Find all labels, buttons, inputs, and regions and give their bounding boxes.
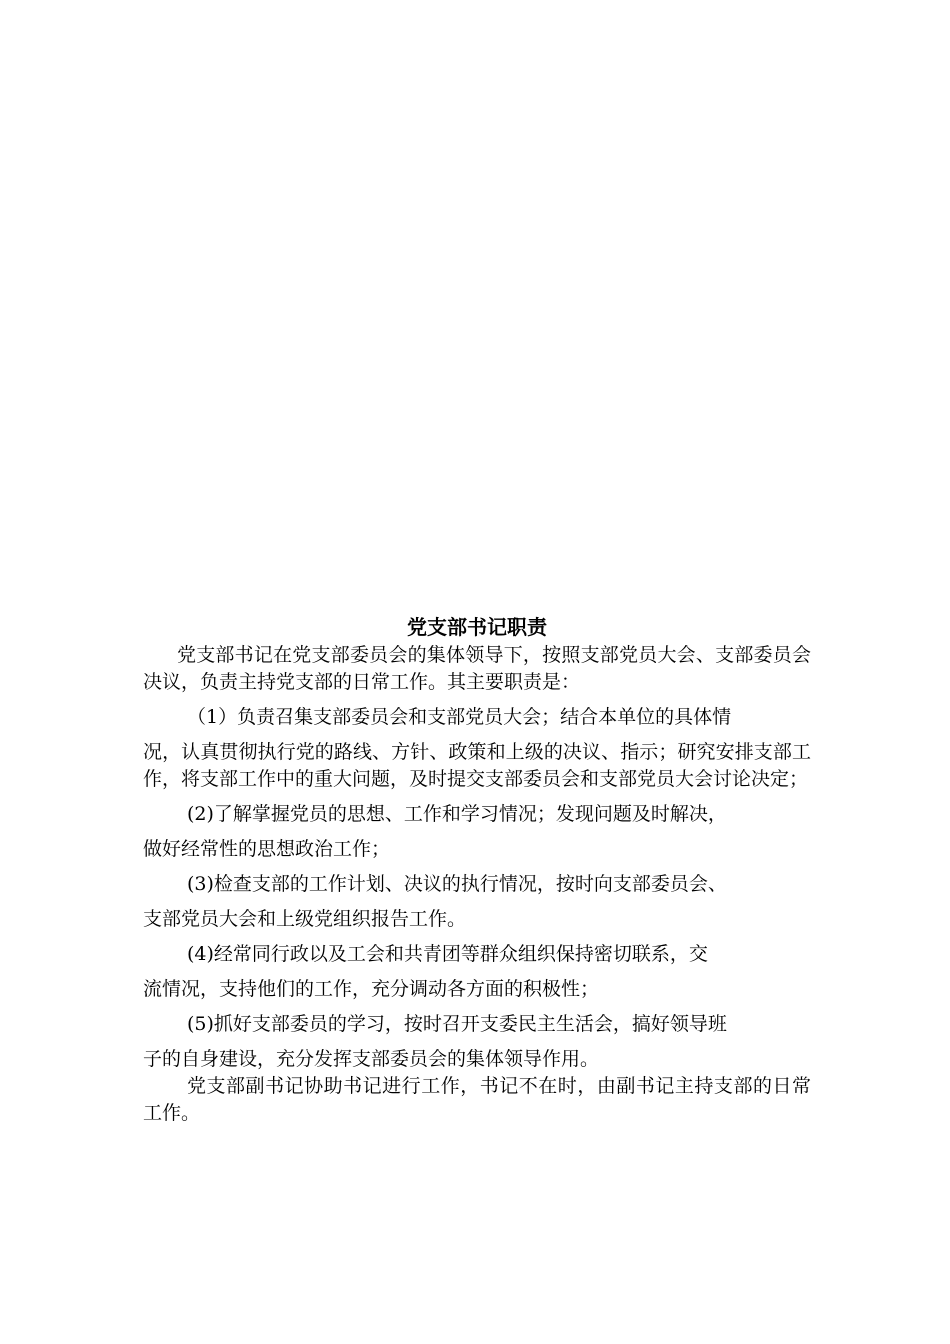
duty-text-rest: 做好经常性的思想政治工作； (143, 838, 391, 860)
intro-paragraph: 党支部书记在党支部委员会的集体领导下，按照支部党员大会、支部委员会决议，负责主持党支部的日常工作。其主要职责是： (143, 644, 811, 693)
duty-item-3 (143, 871, 811, 933)
duty-number: (4) (187, 943, 214, 965)
duty-number: (5) (187, 1013, 214, 1035)
duty-text-first-line: 经常同行政以及工会和共青团等群众组织保持密切联系，交 (213, 943, 708, 965)
duty-item-5 (143, 1011, 811, 1073)
duty-number: (3) (187, 873, 214, 895)
duty-item-1 (143, 704, 811, 793)
duty-text-first-line: 检查支部的工作计划、决议的执行情况，按时向支部委员会、 (213, 873, 727, 895)
duty-number: （1） (187, 706, 238, 728)
duty-text-rest: 流情况，支持他们的工作，充分调动各方面的积极性； (143, 978, 600, 1000)
duty-text-rest: 支部党员大会和上级党组织报告工作。 (143, 908, 467, 930)
duty-text-rest: 子的自身建设，充分发挥支部委员会的集体领导作用。 (143, 1048, 600, 1070)
duty-text-first-line: 负责召集支部委员会和支部党员大会；结合本单位的具体情 (237, 706, 732, 728)
duty-text-first-line: 了解掌握党员的思想、工作和学习情况；发现问题及时解决， (213, 803, 727, 825)
duty-number: (2) (187, 803, 214, 825)
closing-paragraph: 党支部副书记协助书记进行工作，书记不在时，由副书记主持支部的日常工作。 (143, 1075, 811, 1124)
duty-text-first-line: 抓好支部委员的学习，按时召开支委民主生活会，搞好领导班 (213, 1013, 727, 1035)
document-body (143, 612, 811, 1127)
duty-text-rest: 况，认真贯彻执行党的路线、方针、政策和上级的决议、指示；研究安排支部工作，将支部工作中的重大问题，及时提交支部委员会和支部党员大会讨论决定； (143, 741, 811, 790)
document-title: 党支部书记职责 (407, 615, 547, 639)
duty-item-2 (143, 801, 811, 863)
duty-item-4 (143, 941, 811, 1003)
